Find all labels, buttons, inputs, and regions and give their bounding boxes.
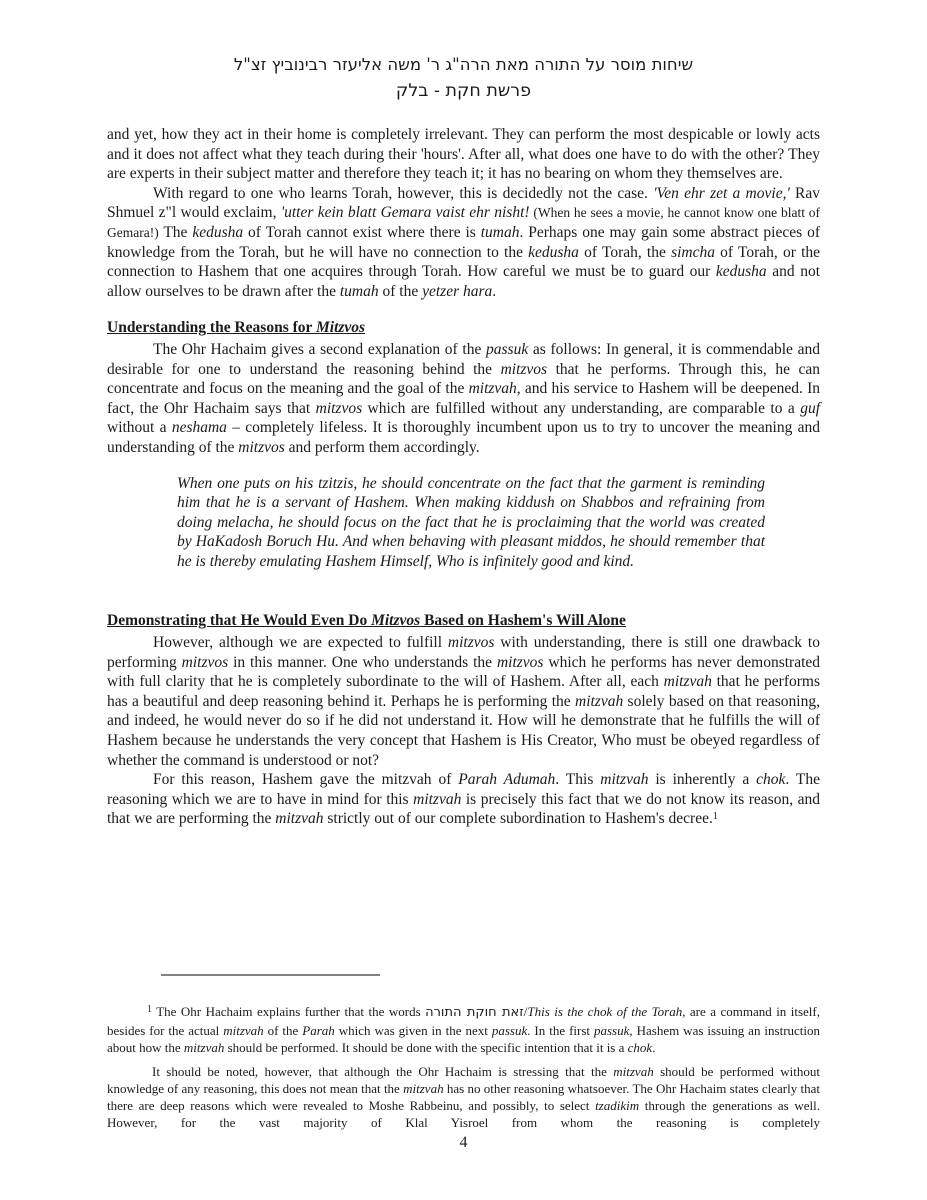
section-heading: Understanding the Reasons for Mitzvos	[107, 319, 366, 337]
body-paragraph: and yet, how they act in their home is completely irrelevant. They can perform the most despicable or lowly acts and it does not affect what they teach during their 'hours'. After all, what does one have to do with the other? They are experts in their subject matter and therefore they teach it; it has no bearing on whom they themselves are.	[107, 126, 820, 183]
body-paragraph: However, although we are expected to fulfill mitzvos with understanding, there is still one drawback to performing mitzvos in this manner. One who understands the mitzvos which he performs has never demonstrated with full clarity that he is completely subordinate to the will of Hashem. After all, each mitzvah that he performs has a beautiful and deep reasoning behind it. Perhaps he is performing the mitzvah solely based on that reasoning, and indeed, he would never do so if he did not understand it. How will he demonstrate that he fulfills the will of Hashem because he understands the very concept that Hashem is His Creator, Who must be obeyed regardless of whether the command is understood or not?	[107, 634, 821, 769]
footnote-separator	[161, 974, 380, 976]
document-header	[107, 52, 820, 104]
document-body	[107, 125, 820, 831]
body-paragraph: With regard to one who learns Torah, however, this is decidedly not the case. 'Ven ehr zet a movie,' Rav Shmuel z"l would exclaim, 'utter kein blatt Gemara vaist ehr nisht! (When he sees a movie, he cannot know one blatt of Gemara!) The kedusha of Torah cannot exist where there is tumah. Perhaps one may gain some abstract pieces of knowledge from the Torah, but he will have no connection to the kedusha of Torah, the simcha of Torah, or the connection to Hashem that one acquires through Torah. How careful we must be to guard our kedusha and not allow ourselves to be drawn after the tumah of the yetzer hara.	[107, 184, 821, 300]
body-paragraph: For this reason, Hashem gave the mitzvah of Parah Adumah. This mitzvah is inherently a chok. The reasoning which we are to have in mind for this mitzvah is precisely this fact that we do not know its reason, and that we are performing the mitzvah strictly out of our complete subordination to Hashem's decree.$^1$	[107, 771, 820, 828]
footnote-paragraph: It should be noted, however, that although the Ohr Hachaim is stressing that the mitzvah should be performed without knowledge of any reasoning, this does not mean that the mitzvah has no other reasoning whatsoever. The Ohr Hachaim states clearly that there are deep reasons which were revealed to Moshe Rabbeinu, and possibly, to select tzadikim through the generations as well. However, for the vast majority of Klal Yisroel from whom the reasoning is completely	[107, 1063, 820, 1131]
body-paragraph: The Ohr Hachaim gives a second explanation of the passuk as follows: In general, it is commendable and desirable for one to understand the reasoning behind the mitzvos that he performs. Through this, he can concentrate and focus on the meaning and the goal of the mitzvah, and his service to Hashem will be deepened. In fact, the Ohr Hachaim says that mitzvos which are fulfilled without any understanding, are comparable to a guf without a neshama – completely lifeless. It is thoroughly incumbent upon us to try to uncover the meaning and understanding of the mitzvos and perform them accordingly.	[107, 340, 821, 456]
page-number: 4	[459, 1134, 468, 1152]
header-parsha-hebrew: פרשת חקת - בלק	[395, 81, 532, 101]
footnote-paragraph: $^1$ The Ohr Hachaim explains further that the words זאת חוקת התורה/This is the chok of the Torah, are a command in itself, besides for the actual mitzvah of the Parah which was given in the next passuk. In the first passuk, Hashem was issuing an instruction about how the mitzvah should be performed. It should be done with the specific intention that it is a chok.	[107, 1003, 821, 1056]
header-title-hebrew: שיחות מוסר על התורה מאת הרה"ג ר' משה אליעזר רבינוביץ זצ"ל	[233, 55, 694, 74]
block-quote: When one puts on his tzitzis, he should concentrate on the fact that the garment is reminding him that he is a servant of Hashem. When making kiddush on Shabbos and refraining from doing melacha, he should focus on the fact that he is proclaiming that the world was created by HaKadosh Boruch Hu. And when behaving with pleasant middos, he should remember that he is thereby emulating Hashem Himself, Who is infinitely good and kind.	[177, 474, 765, 570]
section-heading: Demonstrating that He Would Even Do Mitzvos Based on Hashem's Will Alone	[107, 612, 626, 630]
footnote-area	[107, 974, 820, 1152]
